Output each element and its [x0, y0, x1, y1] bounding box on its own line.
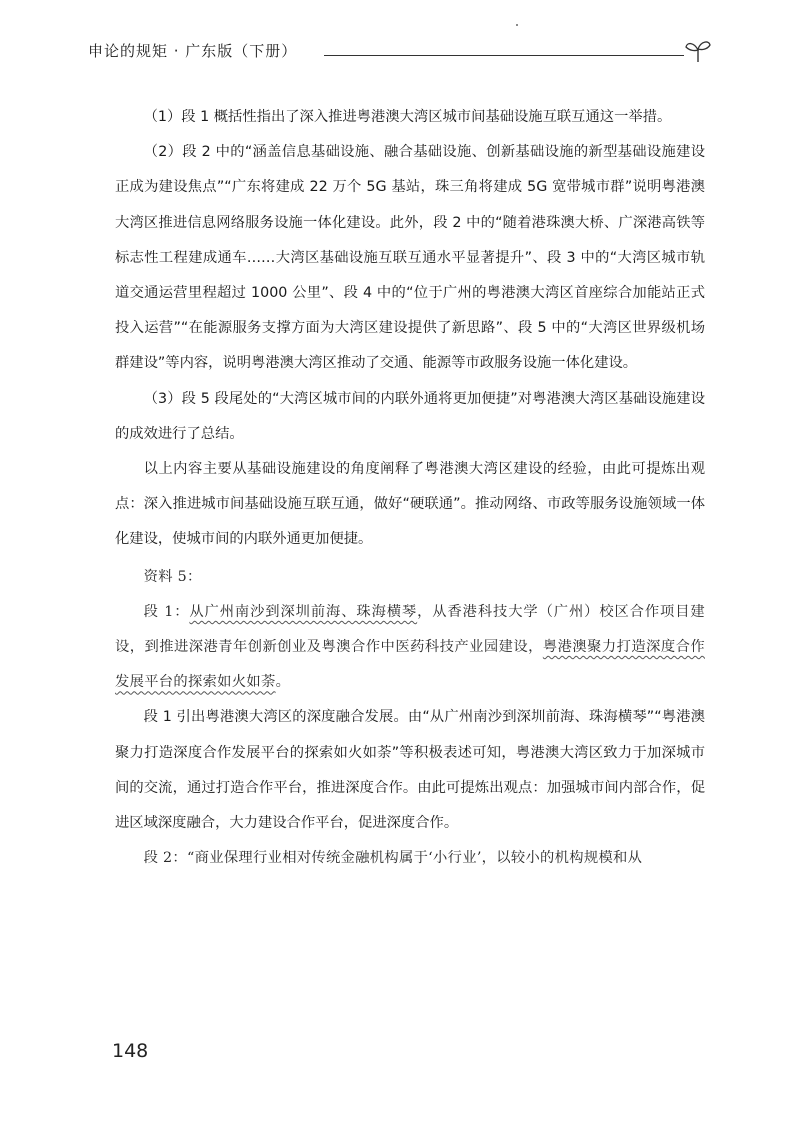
material-analysis-paragraph: 段 1 引出粤港澳大湾区的深度融合发展。由“从广州南沙到深圳前海、珠海横琴”“粤港澳聚力打造深度合作发展平台的探索如火如荼”等积极表述可知，粤港澳大湾区致力于加深城市间的交流，通过打造合作平台，推进深度合作。由此可提炼出观点：加强城市间内部合作，促进区域深度融合，大力建设合作平台，促进深度合作。	[115, 709, 705, 832]
page-number: 148	[112, 1040, 149, 1062]
analysis-point-2: （2）段 2 中的“涵盖信息基础设施、融合基础设施、创新基础设施的新型基础设施建设正成为建设焦点”“广东将建成 22 万个 5G 基站，珠三角将建成 5G 宽带城市群”说明粤港澳大湾区推进信息网络服务设施一体化建设。此外，段 2 中的“随着港珠澳大桥、广深港高铁等标志性工程建成通车……大湾区基础设施互联互通水平显著提升”、段 3 中的“大湾区城市轨道交通运营里程超过 1000 公里”、段 4 中的“位于广州的粤港澳大湾区首座综合加能站正式投入运营”“在能源服务支撑方面为大湾区建设提供了新思路”、段 5 中的“大湾区世界级机场群建设”等内容，说明粤港澳大湾区推动了交通、能源等市政服务设施一体化建设。	[115, 144, 705, 372]
scan-speck	[516, 24, 518, 26]
analysis-point-3: （3）段 5 段尾处的“大湾区城市间的内联外通将更加便捷”对粤港澳大湾区基础设施建设的成效进行了总结。	[115, 390, 705, 442]
header-rule	[324, 55, 684, 56]
analysis-point-1: （1）段 1 概括性指出了深入推进粤港澳大湾区城市间基础设施互联互通这一举措。	[143, 109, 672, 125]
underlined-phrase-b: 粤港澳聚力打造深度合作发展平台的探索如火如荼	[115, 639, 705, 691]
material-paragraph-1	[115, 595, 705, 701]
material-paragraph-2: 段 2：“商业保理行业相对传统金融机构属于‘小行业’，以较小的机构规模和从	[143, 850, 643, 867]
underlined-phrase-a: 从广州南沙到深圳前海、珠海横琴	[189, 603, 418, 620]
book-title: 申论的规矩 · 广东版（下册）	[88, 42, 298, 60]
summary-paragraph: 以上内容主要从基础设施建设的角度阐释了粤港澳大湾区建设的经验，由此可提炼出观点：深入推进城市间基础设施互联互通，做好“硬联通”。推动网络、市政等服务设施领域一体化建设，使城市间的内联外通更加便捷。	[115, 461, 705, 548]
sprout-icon	[684, 38, 712, 64]
material-label: 资料 5：	[143, 568, 202, 585]
material-paragraph-1-prefix: 段 1：	[143, 603, 190, 620]
running-header	[88, 38, 718, 68]
material-paragraph-1-suffix: 。	[275, 674, 291, 691]
page-body	[115, 100, 705, 876]
material-paragraph-1-middle: ，从香港科技大学（广州）校区合作项目建设，到推进深港青年创新创业及粤澳合作中医药科技产业园建设，	[115, 603, 706, 656]
